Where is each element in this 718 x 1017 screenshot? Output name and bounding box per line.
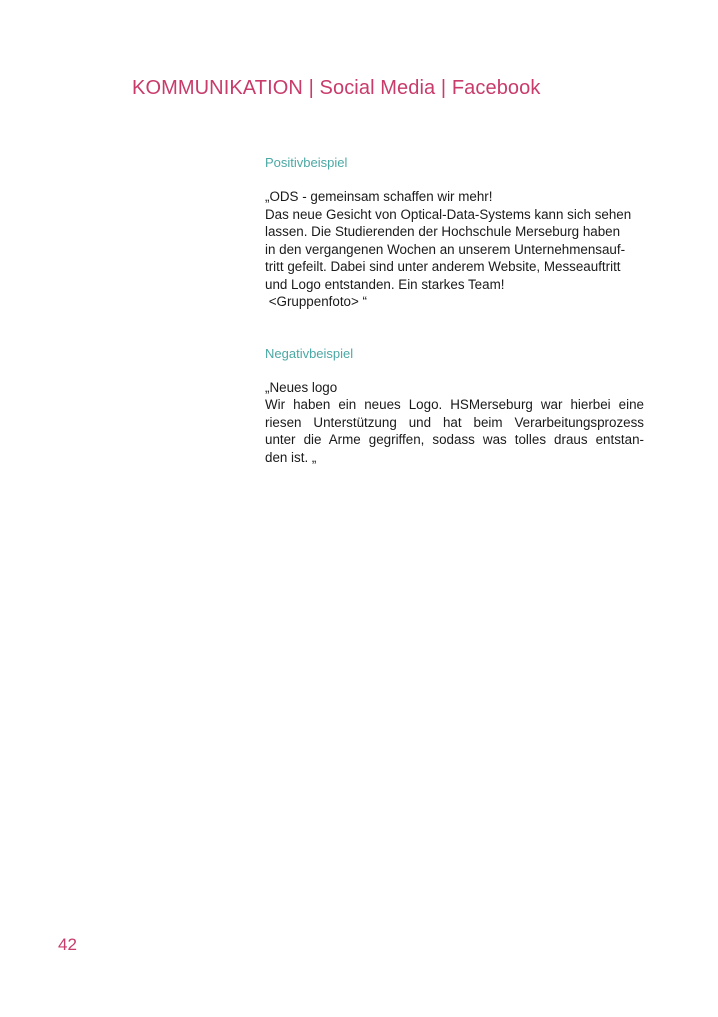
page-title: KOMMUNIKATION | Social Media | Facebook: [132, 77, 541, 99]
text-line: in den vergangenen Wochen an unserem Unternehmensauf-: [265, 241, 626, 257]
text-line: den ist. „: [265, 449, 317, 465]
negative-example-heading: Negativbeispiel: [265, 345, 354, 361]
text-line: riesen Unterstützung und hat beim Verarbeitungsprozess: [265, 414, 644, 430]
text-line: „ODS - gemeinsam schaffen wir mehr!: [265, 189, 493, 204]
text-line: <Gruppenfoto> “: [265, 294, 367, 309]
text-line: lassen. Die Studierenden der Hochschule Merseburg haben: [265, 224, 621, 239]
text-line: tritt gefeilt. Dabei sind unter anderem Website, Messeauftritt: [265, 259, 621, 274]
positive-example-heading: Positivbeispiel: [265, 155, 348, 170]
text-line: unter die Arme gegriffen, sodass was tolles draus entstan-: [265, 432, 644, 447]
content-column: [265, 154, 644, 466]
text-line: und Logo entstanden. Ein starkes Team!: [265, 276, 505, 292]
positive-example-text: [265, 188, 644, 311]
page-number: 42: [58, 935, 77, 954]
text-line: Wir haben ein neues Logo. HSMerseburg war hierbei eine: [265, 397, 644, 412]
negative-example-text: [265, 379, 644, 467]
text-line: „Neues logo: [265, 379, 338, 395]
text-line: Das neue Gesicht von Optical-Data-Systems kann sich sehen: [265, 206, 632, 222]
